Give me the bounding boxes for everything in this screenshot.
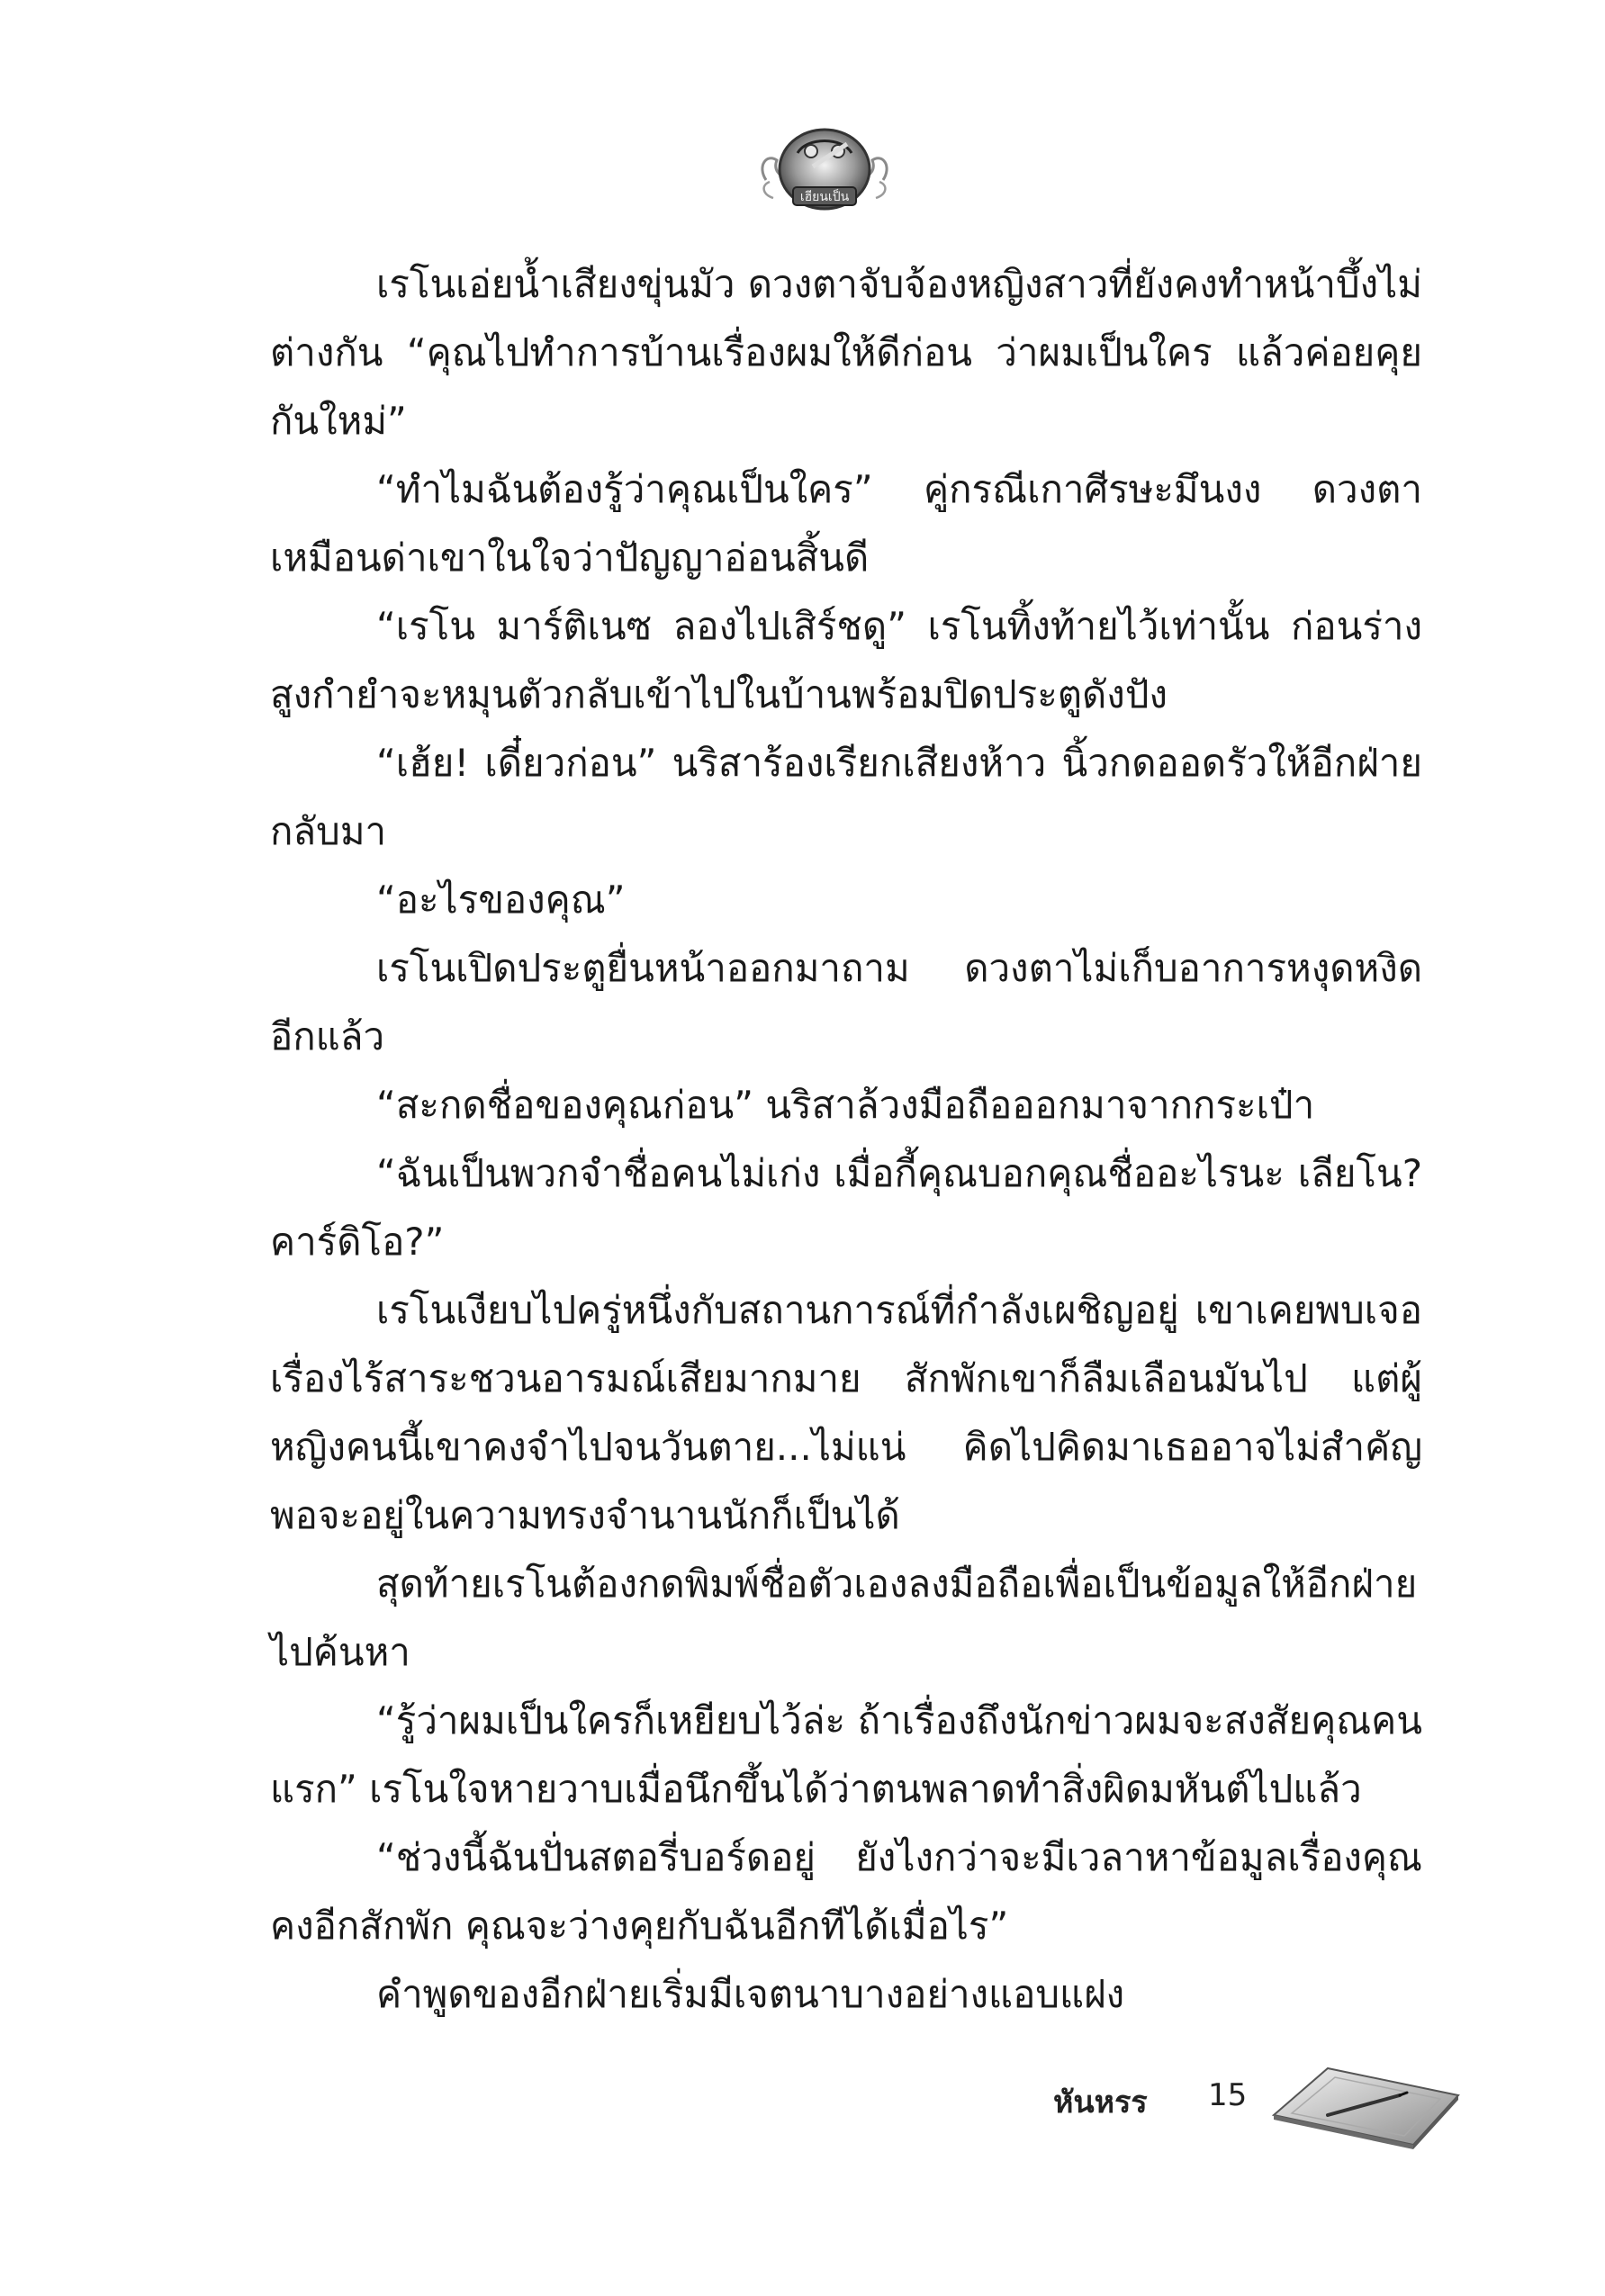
- page-number: 15: [1208, 2077, 1248, 2113]
- paragraph: “ฉันเป็นพวกจำชื่อคนไม่เก่ง เมื่อกี้คุณบอกคุณชื่ออะไรนะ เลียโน? คาร์ดิโอ?”: [270, 1151, 1422, 1264]
- paragraph: คำพูดของอีกฝ่ายเริ่มมีเจตนาบางอย่างแอบแฝง: [376, 1972, 1125, 2016]
- paragraph: สุดท้ายเรโนต้องกดพิมพ์ชื่อตัวเองลงมือถือเพื่อเป็นข้อมูลให้อีกฝ่ายไปค้นหา: [270, 1562, 1418, 1674]
- tablet-pen-icon: [1265, 2059, 1463, 2149]
- ornamental-crest-icon: [757, 117, 892, 216]
- page-footer: [1053, 2059, 1467, 2158]
- paragraph: เรโนเปิดประตูยื่นหน้าออกมาถาม ดวงตาไม่เก็บอาการหงุดหงิดอีกแล้ว: [270, 946, 1422, 1058]
- paragraph: “เฮ้ย! เดี๋ยวก่อน” นริสาร้องเรียกเสียงห้าว นิ้วกดออดรัวให้อีกฝ่ายกลับมา: [270, 741, 1422, 853]
- paragraph: เรโนเอ่ยน้ำเสียงขุ่นมัว ดวงตาจับจ้องหญิงสาวที่ยังคงทำหน้าบึ้งไม่ต่างกัน “คุณไปทำการบ้านเรื่องผมให้ดีก่อน ว่าผมเป็นใคร แล้วค่อยคุยกันใหม่”: [270, 262, 1422, 443]
- paragraph: เรโนเงียบไปครู่หนึ่งกับสถานการณ์ที่กำลังเผชิญอยู่ เขาเคยพบเจอเรื่องไร้สาระชวนอารมณ์เสียมากมาย สักพักเขาก็ลืมเลือนมันไป แต่ผู้หญิงคนนี้เขาคงจำไปจนวันตาย...ไม่แน่ คิดไปคิดมาเธออาจไม่สำคัญพอจะอยู่ในความทรงจำนานนักก็เป็นได้: [270, 1288, 1422, 1537]
- paragraph: “อะไรของคุณ”: [376, 878, 626, 922]
- paragraph: “ทำไมฉันต้องรู้ว่าคุณเป็นใคร” คู่กรณีเกาศีรษะมึนงง ดวงตาเหมือนด่าเขาในใจว่าปัญญาอ่อนสิ้นดี: [270, 467, 1422, 580]
- story-text: [270, 250, 1422, 2029]
- paragraph: “รู้ว่าผมเป็นใครก็เหยียบไว้ล่ะ ถ้าเรื่องถึงนักข่าวผมจะสงสัยคุณคนแรก” เรโนใจหายวาบเมื่อนึกขึ้นได้ว่าตนพลาดทำสิ่งผิดมหันต์ไปแล้ว: [270, 1698, 1422, 1811]
- paragraph: “ช่วงนี้ฉันปั่นสตอรี่บอร์ดอยู่ ยังไงกว่าจะมีเวลาหาข้อมูลเรื่องคุณคงอีกสักพัก คุณจะว่างคุยกับฉันอีกทีได้เมื่อไร”: [270, 1835, 1422, 1948]
- running-title: หันหรร: [1053, 2084, 1148, 2120]
- paragraph: “สะกดชื่อของคุณก่อน” นริสาล้วงมือถือออกมาจากกระเป๋า: [376, 1083, 1315, 1127]
- emblem-label: เฮียนเป็น: [799, 190, 850, 204]
- paragraph: “เรโน มาร์ติเนซ ลองไปเสิร์ชดู” เรโนทิ้งท้ายไว้เท่านั้น ก่อนร่างสูงกำยำจะหมุนตัวกลับเข้าไปในบ้านพร้อมปิดประตูดังปัง: [270, 604, 1422, 716]
